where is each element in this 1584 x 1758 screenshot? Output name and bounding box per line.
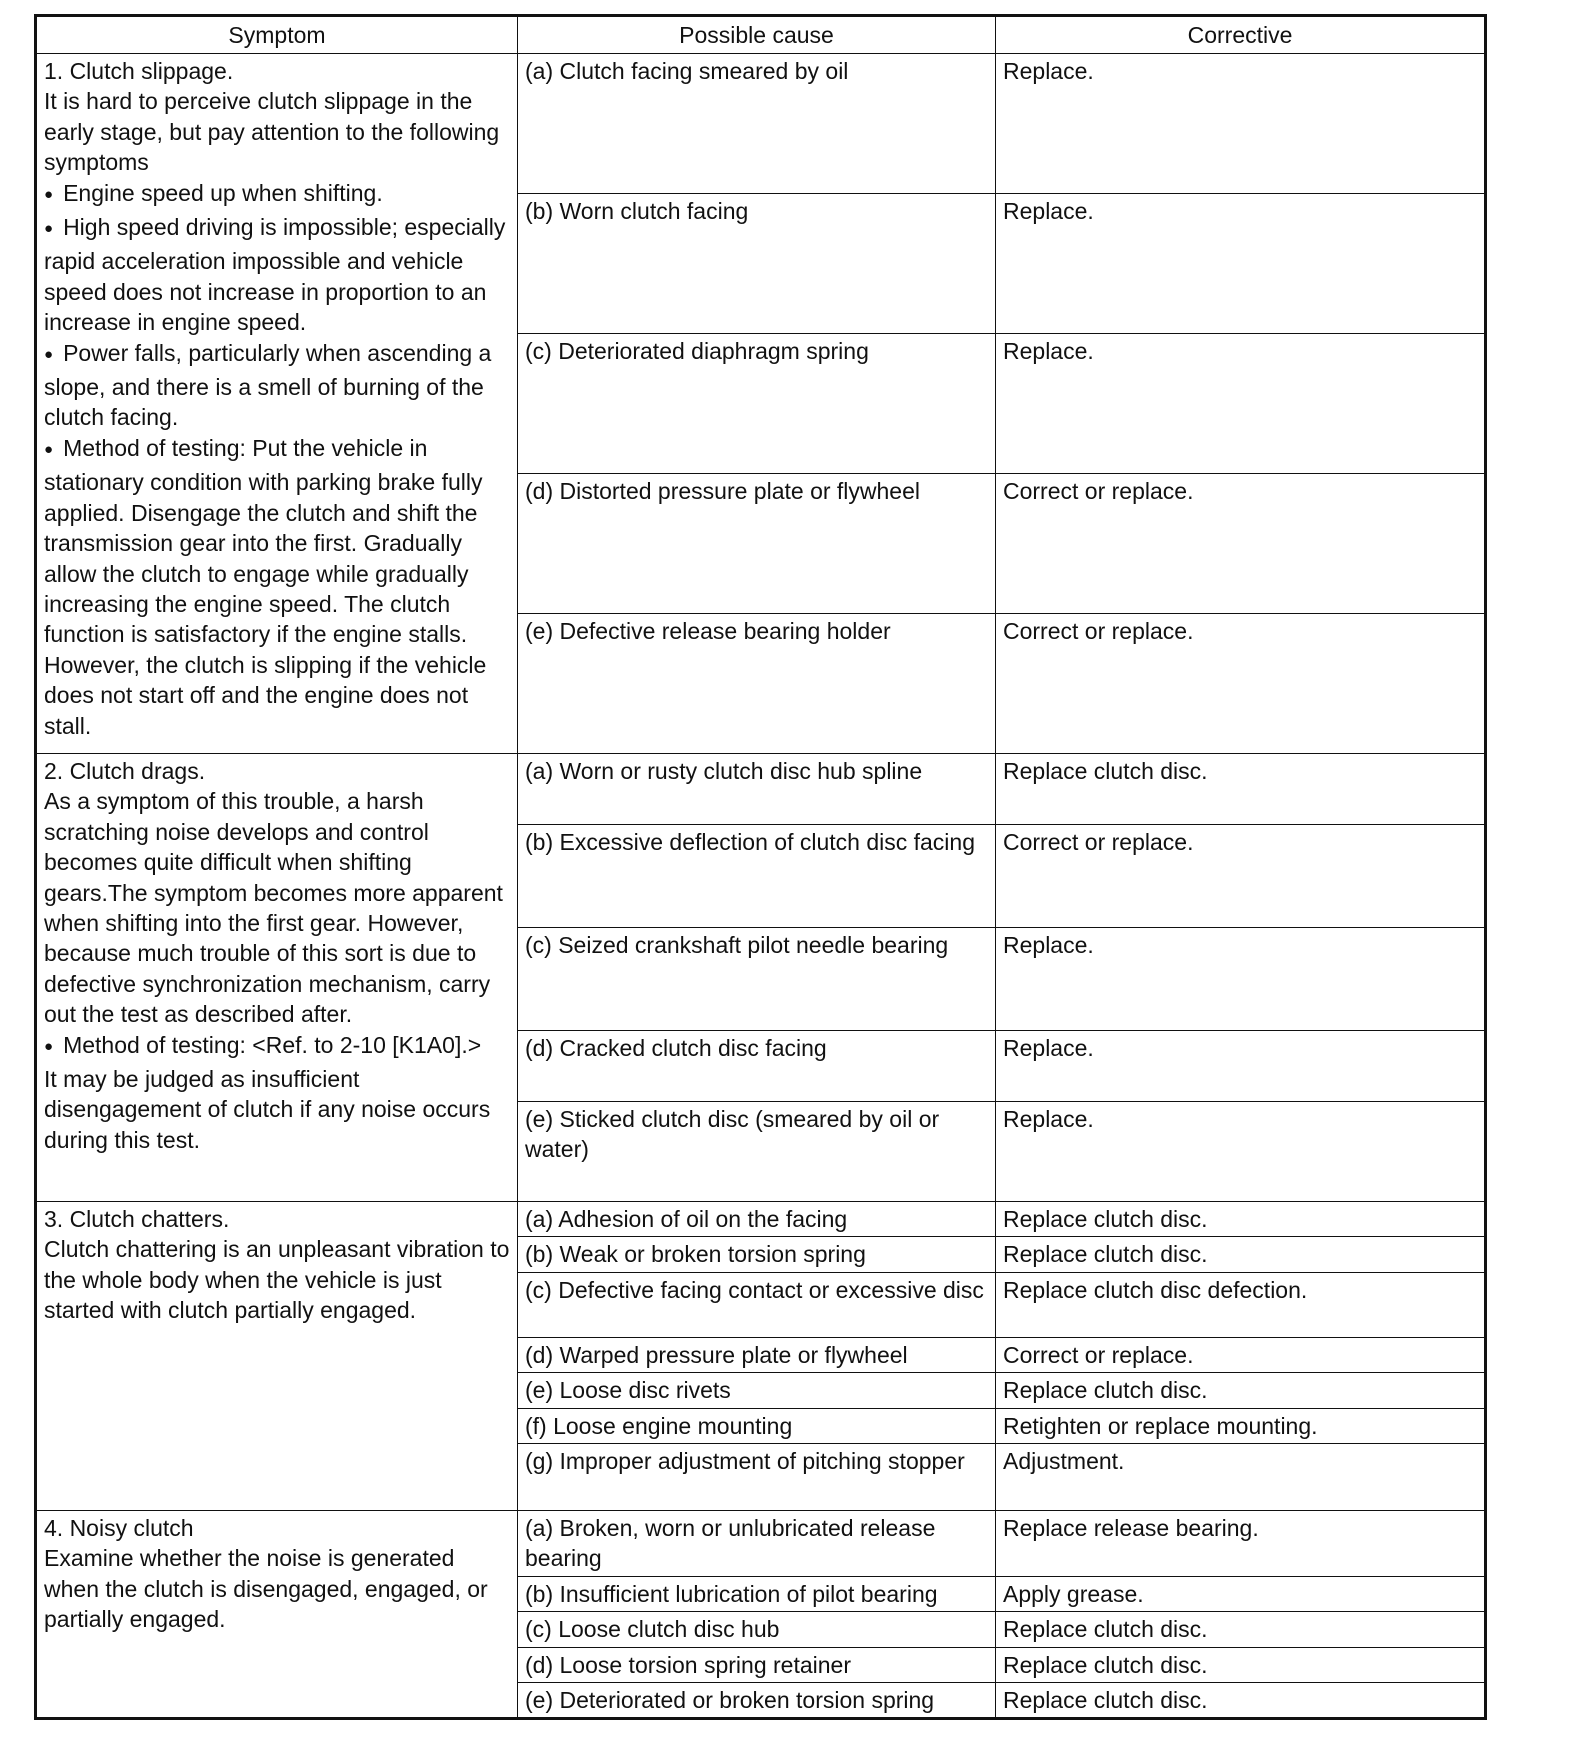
corrective-cell: Replace clutch disc. [996, 754, 1486, 825]
corrective-cell: Replace. [996, 928, 1486, 1031]
corrective-cell: Replace. [996, 194, 1486, 334]
clutch-troubleshooting-table [34, 14, 1487, 1720]
cause-cell: (e) Loose disc rivets [518, 1373, 996, 1408]
corrective-cell: Replace. [996, 1031, 1486, 1102]
corrective-cell: Replace clutch disc defection. [996, 1272, 1486, 1337]
cause-cell: (a) Worn or rusty clutch disc hub spline [518, 754, 996, 825]
cause-cell: (a) Clutch facing smeared by oil [518, 54, 996, 194]
table-row [36, 1511, 1486, 1577]
cause-cell: (f) Loose engine mounting [518, 1408, 996, 1443]
cause-cell: (c) Defective facing contact or excessive disc [518, 1272, 996, 1337]
table-row [36, 1202, 1486, 1237]
cause-cell: (b) Insufficient lubrication of pilot bearing [518, 1576, 996, 1611]
corrective-cell: Replace clutch disc. [996, 1612, 1486, 1647]
cause-cell: (b) Weak or broken torsion spring [518, 1237, 996, 1272]
corrective-cell: Replace release bearing. [996, 1511, 1486, 1577]
corrective-cell: Replace. [996, 1102, 1486, 1202]
cause-cell: (c) Seized crankshaft pilot needle bearing [518, 928, 996, 1031]
symptom-text: As a symptom of this trouble, a harsh scratching noise develops and control becomes quite difficult when shifting gears.The symptom becomes more apparent when shifting into the first gear. However, because much trouble of this sort is due to defective synchronization mechanism, carry out the test as described after. [44, 788, 503, 1028]
cause-cell: (a) Adhesion of oil on the facing [518, 1202, 996, 1237]
symptom-cell [36, 1202, 518, 1511]
symptom-text: It may be judged as insufficient disengagement of clutch if any noise occurs during this test. [44, 1066, 491, 1153]
symptom-bullet: ● Method of testing: <Ref. to 2-10 [K1A0].> [44, 1030, 510, 1064]
symptom-cell [36, 1511, 518, 1719]
symptom-bullet: ● Method of testing: Put the vehicle in stationary condition with parking brake fully applied. Disengage the clutch and shift the transmission gear into the first. Gradually allow the clutch to engage while gradually increasing the engine speed. The clutch function is satisfactory if the engine stalls. However, the clutch is slipping if the vehicle does not start off and the engine does not stall. [44, 433, 510, 741]
header-row [36, 16, 1486, 54]
corrective-cell: Correct or replace. [996, 614, 1486, 754]
cause-cell: (b) Worn clutch facing [518, 194, 996, 334]
symptom-title: 4. Noisy clutch [44, 1515, 194, 1542]
symptom-text: Clutch chattering is an unpleasant vibration to the whole body when the vehicle is just started with clutch partially engaged. [44, 1236, 510, 1324]
corrective-cell: Replace. [996, 54, 1486, 194]
cause-cell: (d) Cracked clutch disc facing [518, 1031, 996, 1102]
cause-cell: (g) Improper adjustment of pitching stopper [518, 1444, 996, 1511]
corrective-cell: Correct or replace. [996, 825, 1486, 928]
corrective-cell: Replace. [996, 334, 1486, 474]
corrective-cell: Replace clutch disc. [996, 1237, 1486, 1272]
cause-cell: (e) Defective release bearing holder [518, 614, 996, 754]
symptom-bullet: ● High speed driving is impossible; especially rapid acceleration impossible and vehicle speed does not increase in proportion to an increase in engine speed. [44, 212, 510, 338]
corrective-cell: Correct or replace. [996, 474, 1486, 614]
troubleshooting-sheet [34, 14, 1484, 1720]
corrective-cell: Replace clutch disc. [996, 1647, 1486, 1682]
corrective-cell: Correct or replace. [996, 1337, 1486, 1372]
symptom-title: 3. Clutch chatters. [44, 1206, 230, 1232]
corrective-cell: Replace clutch disc. [996, 1683, 1486, 1719]
corrective-cell: Adjustment. [996, 1444, 1486, 1511]
symptom-cell [36, 54, 518, 754]
cause-cell: (e) Deteriorated or broken torsion spring [518, 1683, 996, 1719]
symptom-text: Examine whether the noise is generated when the clutch is disengaged, engaged, or partially engaged. [44, 1545, 488, 1633]
corrective-cell: Replace clutch disc. [996, 1373, 1486, 1408]
cause-cell: (d) Loose torsion spring retainer [518, 1647, 996, 1682]
symptom-text: It is hard to perceive clutch slippage in the early stage, but pay attention to the following symptoms [44, 88, 500, 176]
cause-cell: (d) Distorted pressure plate or flywheel [518, 474, 996, 614]
corrective-cell: Replace clutch disc. [996, 1202, 1486, 1237]
symptom-header: Symptom [36, 16, 518, 54]
cause-cell: (c) Deteriorated diaphragm spring [518, 334, 996, 474]
symptom-bullet: ● Engine speed up when shifting. [44, 178, 510, 212]
cause-cell: (b) Excessive deflection of clutch disc facing [518, 825, 996, 928]
corrective-header: Corrective [996, 16, 1486, 54]
cause-cell: (d) Warped pressure plate or flywheel [518, 1337, 996, 1372]
symptom-cell [36, 754, 518, 1202]
cause-cell: (a) Broken, worn or unlubricated release bearing [518, 1511, 996, 1577]
corrective-cell: Retighten or replace mounting. [996, 1408, 1486, 1443]
cause-cell: (e) Sticked clutch disc (smeared by oil or water) [518, 1102, 996, 1202]
symptom-title: 1. Clutch slippage. [44, 58, 234, 84]
cause-cell: (c) Loose clutch disc hub [518, 1612, 996, 1647]
corrective-cell: Apply grease. [996, 1576, 1486, 1611]
table-row [36, 54, 1486, 194]
possible-cause-header: Possible cause [518, 16, 996, 54]
symptom-title: 2. Clutch drags. [44, 758, 206, 784]
table-row [36, 754, 1486, 825]
symptom-bullet: ● Power falls, particularly when ascending a slope, and there is a smell of burning of the clutch facing. [44, 338, 510, 433]
